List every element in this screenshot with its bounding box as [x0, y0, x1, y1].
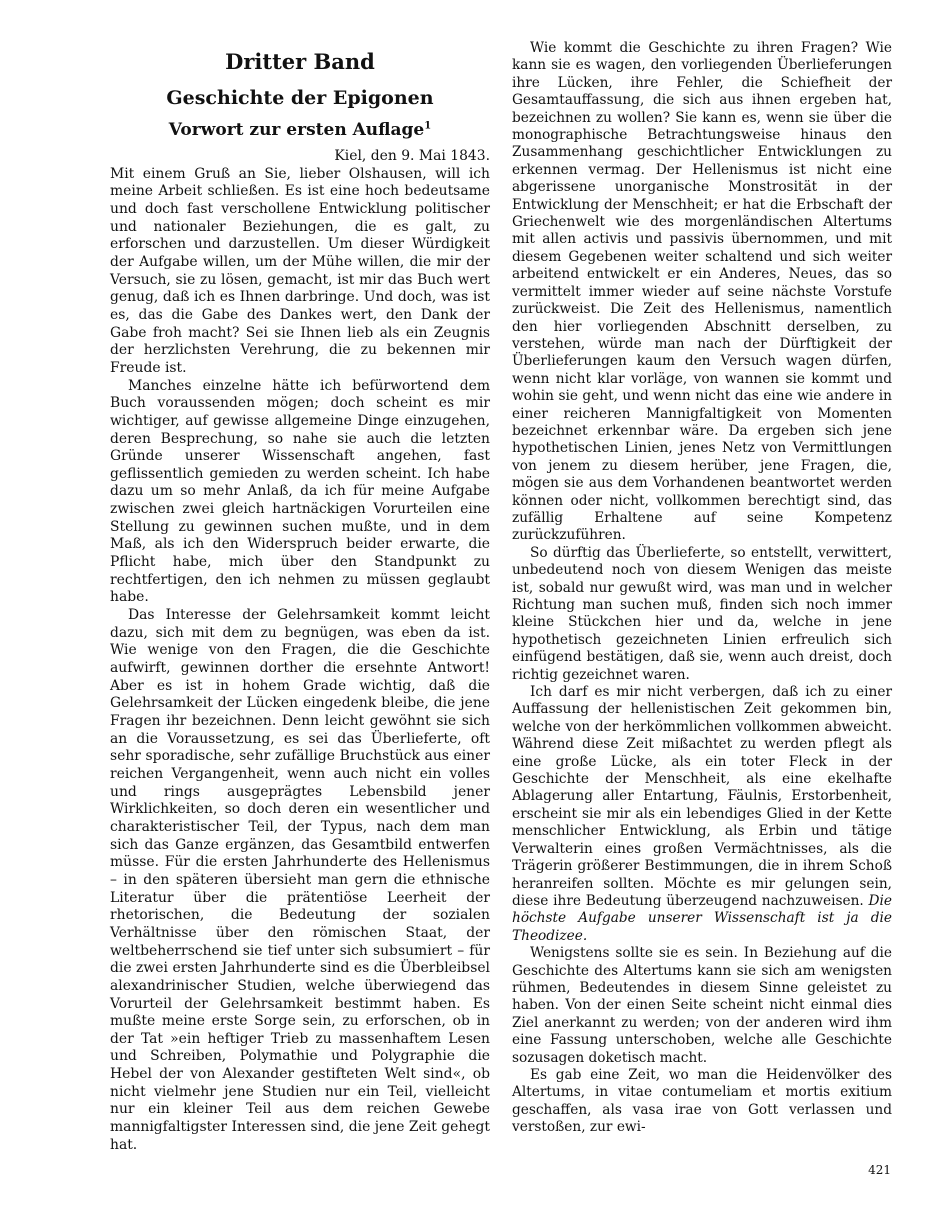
paragraph: Es gab eine Zeit, wo man die Heidenvölker des Altertums, in vitae contumeliam et mortis exitium geschaffen, als vasa irae von Gott verlassen und verstoßen, zur ewi-: [512, 1066, 892, 1136]
paragraph: Wie kommt die Geschichte zu ihren Fragen? Wie kann sie es wagen, den vorliegenden Überlieferungen ihre Lücken, ihre Fehler, die Schiefheit der Gesamtauffassung, die sich aus ihnen ergeben hat, bezeichnen zu wollen? Sie kann es, wenn sie über die monographische Betrachtungsweise hinaus den Zusammenhang geschichtlicher Entwicklungen zu erkennen vermag. Der Hellenismus ist nicht eine abgerissene unorganische Monstrosität in der Entwicklung der Menschheit; er hat die Erbschaft der Griechenwelt wie des morgenländischen Altertums mit allen activis und passivis übernommen, und mit diesem Gegebenen weiter schaltend und sich weiter arbeitend entwickelt er ein Anderes, Neues, das so vermittelt immer wieder auf seine nächste Vorstufe zurückweist. Die Zeit des Hellenismus, namentlich den hier vorliegenden Abschnitt derselben, zu verstehen, würde man nach der Dürftigkeit der Überlieferungen kaum den Versuch wagen dürfen, wenn nicht klar vorläge, von wannen sie kommt und wohin sie geht, und wenn nicht das eine wie andere in einer reicheren Mannigfaltigkeit von Momenten bezeichnet erkennbar wäre. Da ergeben sich jene hypothetischen Linien, jenes Netz von Vermittlungen von jenem zu diesem herüber, jene Fragen, die, mögen sie aus dem Vorhandenen beantwortet werden können oder nicht, vollkommen berechtigt sind, das zufällig Erhaltene auf seine Kompetenz zurückzuführen.: [512, 40, 892, 544]
paragraph: Manches einzelne hätte ich befürwortend dem Buch voraussenden mögen; doch scheint es mir wichtiger, auf gewisse allgemeine Dinge einzugehen, deren Besprechung, so nahe sie auch die letzten Gründe unserer Wissenschaft angehen, fast geflissentlich gemieden zu werden scheint. Ich habe dazu um so mehr Anlaß, da ich für meine Aufgabe zwischen zwei gleich hartnäckigen Vorurteilen eine Stellung zu gewinnen suchen mußte, und in dem Maß, als ich den Widerspruch beider erwarte, die Pflicht habe, mich über den Standpunkt zu rechtfertigen, den ich nehmen zu müssen geglaubt habe.: [110, 377, 490, 606]
paragraph: So dürftig das Überlieferte, so entstellt, verwittert, unbedeutend noch von diesem Wenigen das meiste ist, sobald nur gewußt wird, was man und in welcher Richtung man suchen muß, finden sich noch immer kleine Stückchen hier und da, welche in jene hypothetisch gezeichneten Linien erfreulich sich einfügend bestätigen, daß sie, wenn auch dreist, doch richtig gezeichnet waren.: [512, 544, 892, 683]
paragraph: [512, 684, 892, 945]
work-title: Geschichte der Epigonen: [166, 87, 434, 109]
preface-title: [110, 120, 490, 140]
dateline: Kiel, den 9. Mai 1843.: [334, 148, 490, 164]
left-column: [110, 40, 490, 1154]
paragraph: Mit einem Gruß an Sie, lieber Olshausen, will ich meine Arbeit schließen. Es ist eine hoch bedeutsame und doch fast verschollene Entwicklung politischer und nationaler Beziehungen, die es galt, zu erforschen und darzustellen. Um dieser Würdigkeit der Aufgabe willen, um der Mühe willen, die mir der Versuch, sie zu lösen, gemacht, ist mir das Buch wert genug, daß ich es Ihnen darbringe. Und doch, was ist es, das die Gabe des Dankes wert, den Dank der Gabe froh macht? Sei sie Ihnen lieb als ein Zeugnis der herzlichsten Verehrung, die zu bekennen mir Freude ist.: [110, 165, 490, 376]
emphasized-sentence: Die höchste Aufgabe unserer Wissenschaft ist ja die Theodizee.: [512, 892, 892, 944]
footnote-mark: 1: [424, 120, 432, 132]
preface-title-text: Vorwort zur ersten Auflage: [168, 120, 425, 140]
right-column: [512, 40, 892, 1137]
paragraph: Wenigstens sollte sie es sein. In Beziehung auf die Geschichte des Altertums kann sie sich am wenigsten rühmen, Bedeutendes in diesem Sinne geleistet zu haben. Von der einen Seite scheint nicht einmal dies Ziel anerkannt zu werden; von der anderen wird ihm eine Fassung unterschoben, welche alle Geschichte sozusagen doketisch macht.: [512, 945, 892, 1066]
paragraph: Das Interesse der Gelehrsamkeit kommt leicht dazu, sich mit dem zu begnügen, was eben da ist. Wie wenige von den Fragen, die die Geschichte aufwirft, gewinnen dorther die ersehnte Antwort! Aber es ist in hohem Grade wichtig, daß die Gelehrsamkeit der Lücken eingedenk bleibe, die jene Fragen ihr bezeichnen. Denn leicht gewöhnt sie sich an die Voraussetzung, es sei das Überlieferte, oft sehr sporadische, sehr zufällige Bruchstück aus einer reichen Vergangenheit, wenn auch nicht ein volles und rings ausgeprägtes Lebensbild jener Wirklichkeiten, so doch deren ein wesentlicher und charakteristischer Teil, der Typus, nach dem man sich das Ganze ergänzen, das Gesamtbild entwerfen müsse. Für die ersten Jahrhunderte des Hellenismus – in den späteren übersieht man gern die ethnische Literatur über die prätentiöse Leerheit der rhetorischen, die Bedeutung der sozialen Verhältnisse über den römischen Staat, der weltbeherrschend sie tief unter sich subsumiert – für die zwei ersten Jahrhunderte sind es die Überbleibsel alexandrinischer Studien, welche überwiegend das Vorurteil der Gelehrsamkeit bestimmt haben. Es mußte meine erste Sorge sein, zu erforschen, ob in der Tat »ein heftiger Trieb zu massenhaftem Lesen und Schreiben, Polymathie und Polygraphie die Hebel der von Alexander gestifteten Welt sind«, ob nicht vielmehr jene Studien nur ein Teil, vielleicht nur ein kleiner Teil aus dem reichen Gewebe mannigfaltigster Interessen sind, die jene Zeit gehegt hat.: [110, 607, 490, 1153]
paragraph-text: Ich darf es mir nicht verbergen, daß ich zu einer Auffassung der hellenistischen Zeit gekommen bin, welche von der herkömmlichen vollkommen abweicht. Während diese Zeit mißachtet zu werden pflegt als eine große Lücke, als ein toter Fleck in der Geschichte der Menschheit, als eine ekelhafte Ablagerung aller Entartung, Fäulnis, Erstorbenheit, erscheint sie mir als ein lebendiges Glied in der Kette menschlicher Entwicklung, als Erbin und tätige Verwalterin eines großen Vermächtnisses, als die Trägerin größerer Bestimmungen, die in ihrem Schoß heranreifen sollten. Möchte es mir gelungen sein, diese ihre Bedeutung überzeugend nachzuweisen.: [512, 684, 892, 909]
volume-title: Dritter Band: [225, 49, 375, 74]
page-number: 421: [868, 1163, 891, 1177]
